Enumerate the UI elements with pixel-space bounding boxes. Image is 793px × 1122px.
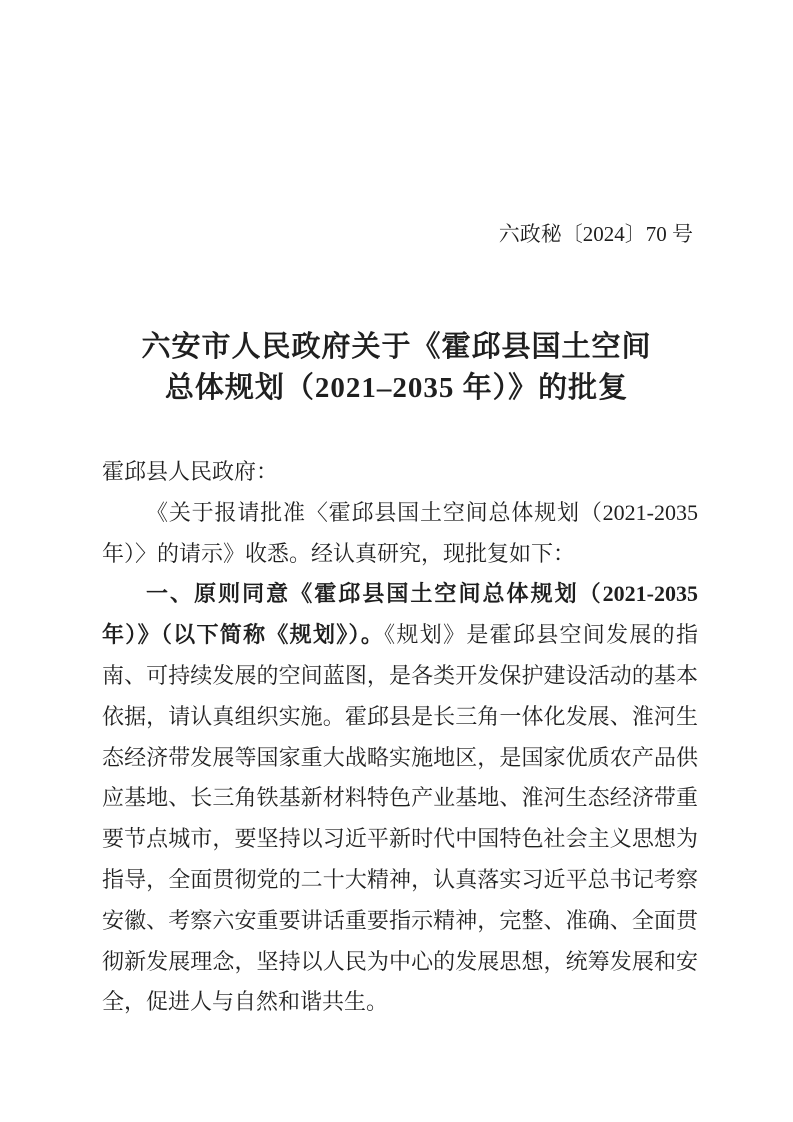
document-body [102, 452, 698, 1023]
title-line-1: 六安市人民政府关于《霍邱县国土空间 [141, 331, 652, 363]
paragraph-approval [102, 574, 698, 1023]
document-title [0, 327, 793, 409]
paragraph-approval-lead: 一、原则同意《霍邱县国土空间总体规划（2021-2035 年）》（以下简称《规划》）。 [102, 581, 698, 648]
paragraph-intro: 《关于报请批准〈霍邱县国土空间总体规划（2021-2035 年）〉的请示》收悉。经认真研究，现批复如下： [102, 499, 698, 566]
paragraph-approval-text: 《规划》是霍邱县空间发展的指南、可持续发展的空间蓝图，是各类开发保护建设活动的基本依据，请认真组织实施。霍邱县是长三角一体化发展、淮河生态经济带发展等国家重大战略实施地区，是国家优质农产品供应基地、长三角铁基新材料特色产业基地、淮河生态经济带重要节点城市，要坚持以习近平新时代中国特色社会主义思想为指导，全面贯彻党的二十大精神，认真落实习近平总书记考察安徽、考察六安重要讲话重要指示精神，完整、准确、全面贯彻新发展理念，坚持以人民为中心的发展思想，统筹发展和安全，促进人与自然和谐共生。 [102, 622, 698, 1015]
title-line-2: 总体规划（2021–2035 年）》的批复 [164, 372, 629, 404]
recipient-line: 霍邱县人民政府： [102, 459, 279, 484]
doc-number: 六政秘〔2024〕70 号 [498, 222, 693, 246]
